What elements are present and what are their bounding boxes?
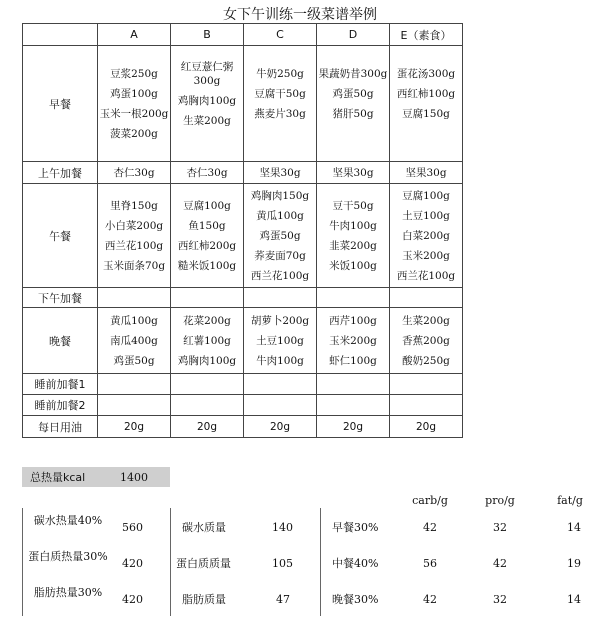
table-cell: 牛奶250g 豆腐干50g 燕麦片30g <box>244 46 317 162</box>
carb-mass-label: 碳水质量 <box>182 521 226 534</box>
table-row <box>23 162 463 184</box>
table-cell <box>98 288 171 308</box>
protein-header: pro/g <box>485 494 515 507</box>
row-label: 下午加餐 <box>23 288 98 308</box>
total-calorie-value: 1400 <box>120 471 148 484</box>
table-cell: 胡萝卜200g 土豆100g 牛肉100g <box>244 308 317 374</box>
table-cell <box>171 374 244 395</box>
column-header: B <box>171 24 244 46</box>
column-header: E（素食） <box>390 24 463 46</box>
row-label: 每日用油 <box>23 416 98 438</box>
table-cell: 20g <box>317 416 390 438</box>
table-cell: 坚果30g <box>244 162 317 184</box>
table-cell: 西芹100g 玉米200g 虾仁100g <box>317 308 390 374</box>
row-label: 上午加餐 <box>23 162 98 184</box>
table-row <box>23 46 463 162</box>
table-row <box>23 184 463 288</box>
fat-header: fat/g <box>557 494 583 507</box>
row-label: 午餐 <box>23 184 98 288</box>
table-cell: 20g <box>171 416 244 438</box>
table-cell <box>244 395 317 416</box>
table-cell: 豆干50g 牛肉100g 韭菜200g 米饭100g <box>317 184 390 288</box>
table-cell: 20g <box>390 416 463 438</box>
table-cell: 豆腐100g 土豆100g 白菜200g 玉米200g 西兰花100g <box>390 184 463 288</box>
table-cell <box>244 374 317 395</box>
table-cell <box>171 288 244 308</box>
meal-ratio-label: 早餐30% <box>332 521 379 534</box>
table-cell: 坚果30g <box>390 162 463 184</box>
carb-ratio-value: 560 <box>122 521 143 534</box>
table-cell <box>317 288 390 308</box>
fat-mass-label: 脂肪质量 <box>182 593 226 606</box>
carb-value: 42 <box>423 593 437 606</box>
fat-ratio-label: 脂肪热量30% <box>33 586 103 599</box>
table-cell <box>317 374 390 395</box>
table-row <box>23 416 463 438</box>
table-cell: 豆浆250g 鸡蛋100g 玉米一根200g 菠菜200g <box>98 46 171 162</box>
protein-ratio-label: 蛋白质热量30% <box>28 550 108 563</box>
carb-value: 42 <box>423 521 437 534</box>
table-cell <box>390 395 463 416</box>
protein-value: 42 <box>493 557 507 570</box>
carb-ratio-label: 碳水热量40% <box>33 514 103 527</box>
table-cell: 20g <box>244 416 317 438</box>
table-cell: 果蔬奶昔300g 鸡蛋50g 猪肝50g <box>317 46 390 162</box>
table-cell: 生菜200g 香蕉200g 酸奶250g <box>390 308 463 374</box>
row-label: 睡前加餐2 <box>23 395 98 416</box>
table-cell: 黄瓜100g 南瓜400g 鸡蛋50g <box>98 308 171 374</box>
table-row <box>23 288 463 308</box>
carb-header: carb/g <box>412 494 448 507</box>
table-cell <box>317 395 390 416</box>
table-header-row <box>23 24 463 46</box>
table-row <box>23 308 463 374</box>
corner-cell <box>23 24 98 46</box>
protein-value: 32 <box>493 521 507 534</box>
table-cell <box>390 374 463 395</box>
row-label: 睡前加餐1 <box>23 374 98 395</box>
table-cell: 鸡胸肉150g 黄瓜100g 鸡蛋50g 荞麦面70g 西兰花100g <box>244 184 317 288</box>
table-cell: 红豆薏仁粥300g 鸡胸肉100g 生菜200g <box>171 46 244 162</box>
protein-mass-label: 蛋白质质量 <box>176 557 231 570</box>
fat-ratio-value: 420 <box>122 593 143 606</box>
table-cell <box>98 395 171 416</box>
table-cell: 20g <box>98 416 171 438</box>
meal-ratio-label: 晚餐30% <box>332 593 379 606</box>
divider <box>22 508 23 616</box>
table-cell: 坚果30g <box>317 162 390 184</box>
protein-value: 32 <box>493 593 507 606</box>
table-cell <box>390 288 463 308</box>
table-row <box>23 374 463 395</box>
meal-ratio-label: 中餐40% <box>332 557 379 570</box>
table-cell: 豆腐100g 鱼150g 西红柿200g 糙米饭100g <box>171 184 244 288</box>
row-label: 早餐 <box>23 46 98 162</box>
carb-value: 56 <box>423 557 437 570</box>
table-cell <box>98 374 171 395</box>
total-calorie-label: 总热量kcal <box>30 471 86 484</box>
table-cell <box>171 395 244 416</box>
protein-ratio-value: 420 <box>122 557 143 570</box>
table-cell <box>244 288 317 308</box>
table-cell: 杏仁30g <box>171 162 244 184</box>
table-cell: 蛋花汤300g 西红柿100g 豆腐150g <box>390 46 463 162</box>
table-cell: 里脊150g 小白菜200g 西兰花100g 玉米面条70g <box>98 184 171 288</box>
table-row <box>23 395 463 416</box>
divider <box>320 508 321 616</box>
carb-mass-value: 140 <box>272 521 293 534</box>
protein-mass-value: 105 <box>272 557 293 570</box>
column-header: D <box>317 24 390 46</box>
page-title: 女下午训练一级菜谱举例 <box>223 7 377 23</box>
table-cell: 花菜200g 红薯100g 鸡胸肉100g <box>171 308 244 374</box>
table-cell: 杏仁30g <box>98 162 171 184</box>
fat-value: 14 <box>567 593 581 606</box>
row-label: 晚餐 <box>23 308 98 374</box>
meal-plan-table <box>22 23 463 438</box>
fat-value: 14 <box>567 521 581 534</box>
column-header: C <box>244 24 317 46</box>
column-header: A <box>98 24 171 46</box>
fat-value: 19 <box>567 557 581 570</box>
divider <box>170 508 171 616</box>
fat-mass-value: 47 <box>276 593 290 606</box>
